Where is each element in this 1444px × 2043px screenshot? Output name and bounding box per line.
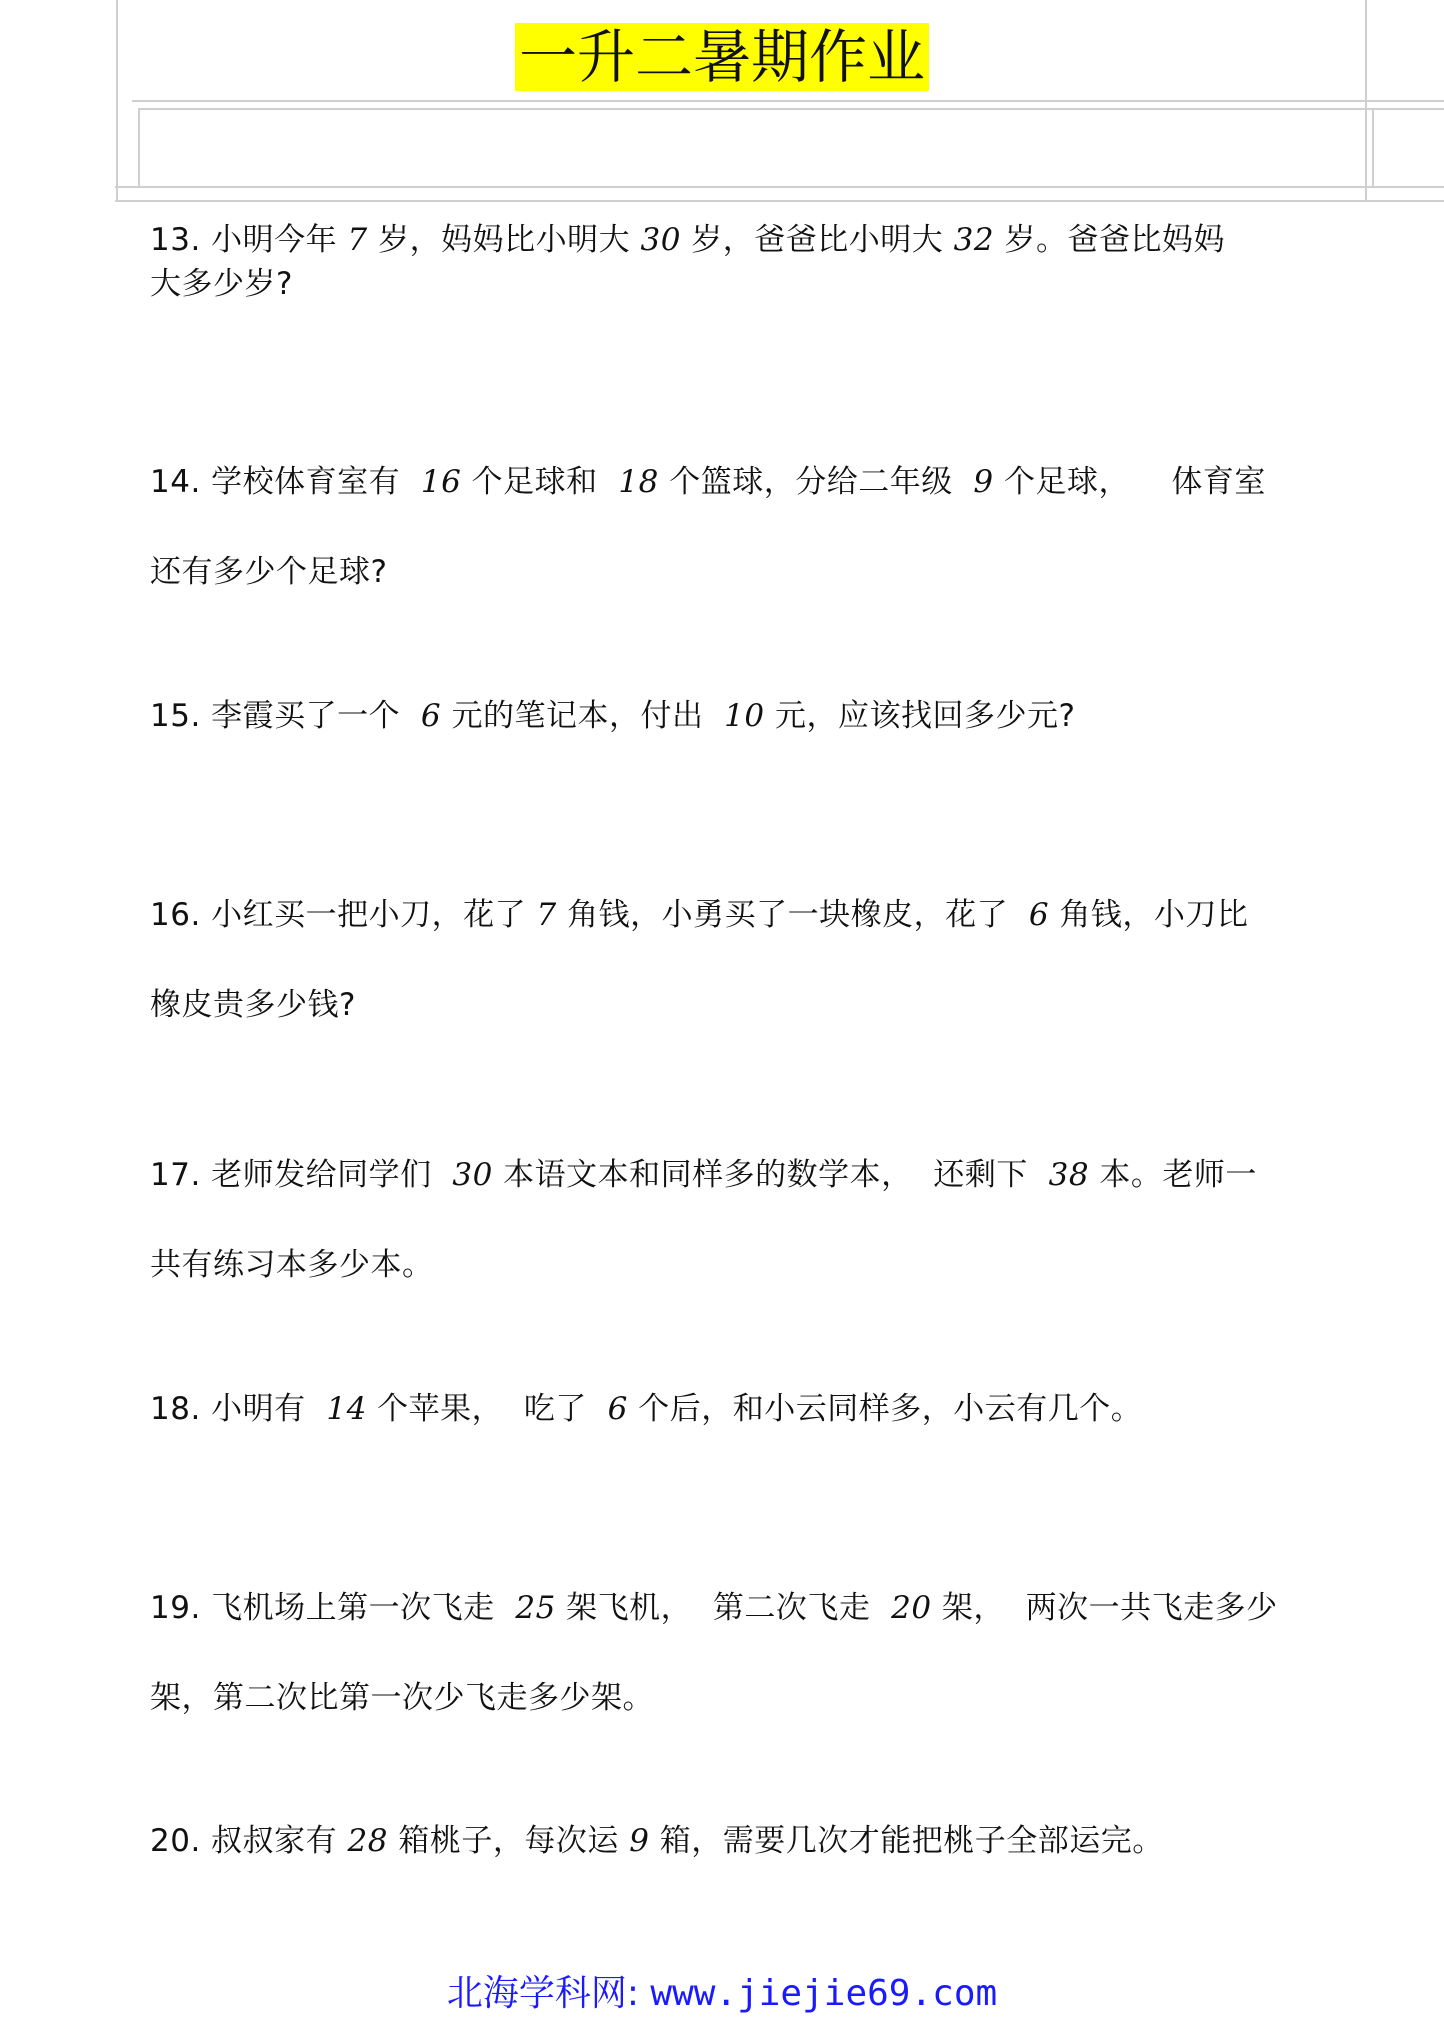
question-line: [150, 1386, 1305, 1432]
question-line: [150, 1653, 1305, 1743]
question-text: 角钱，小勇买了一块橡皮，花了: [556, 897, 1029, 933]
header-title-text: 一升二暑期作业: [515, 23, 929, 91]
footer-url: www.jiejie69.com: [650, 1973, 998, 2014]
question-line: [150, 262, 1305, 306]
question-number-value: 6: [607, 1391, 628, 1427]
question-17: [150, 1130, 1305, 1310]
page-header-title: [0, 22, 1444, 92]
question-text: 岁，妈妈比小明大: [367, 222, 641, 258]
question-text: 17. 老师发给同学们: [150, 1157, 453, 1193]
question-18: [150, 1386, 1305, 1432]
question-text: 个足球和: [461, 464, 619, 500]
question-number-value: 28: [347, 1823, 388, 1859]
question-line: [150, 1130, 1305, 1220]
question-number-value: 30: [452, 1157, 493, 1193]
question-number-value: 7: [347, 222, 368, 258]
question-text: 个篮球，分给二年级: [658, 464, 974, 500]
question-number-value: 6: [420, 698, 442, 734]
question-line: [150, 437, 1305, 527]
question-line: [150, 218, 1305, 262]
question-line: [150, 1818, 1305, 1864]
question-16: [150, 870, 1305, 1050]
question-text: 橡皮贵多少钱?: [150, 987, 356, 1023]
question-number-value: 9: [973, 464, 994, 500]
question-number-value: 7: [536, 897, 557, 933]
question-number-value: 9: [629, 1823, 650, 1859]
question-14: [150, 437, 1305, 617]
question-text: 14. 学校体育室有: [150, 464, 421, 500]
question-text: 19. 飞机场上第一次飞走: [150, 1590, 516, 1626]
question-text: 架飞机， 第二次飞走: [555, 1590, 892, 1626]
question-text: 个足球， 体育室: [993, 464, 1266, 500]
question-number-value: 20: [891, 1590, 932, 1626]
question-number-value: 25: [515, 1590, 556, 1626]
question-line: [150, 527, 1305, 617]
question-number-value: 30: [640, 222, 681, 258]
header-frame-line-mid: [138, 108, 1444, 110]
question-line: [150, 960, 1305, 1050]
question-text: 箱，需要几次才能把桃子全部运完。: [649, 1823, 1164, 1859]
question-text: 架，第二次比第一次少飞走多少架。: [150, 1680, 654, 1716]
question-number-value: 32: [953, 222, 995, 258]
question-text: 还有多少个足球?: [150, 554, 388, 590]
question-text: 箱桃子，每次运: [387, 1823, 630, 1859]
header-frame-vline-right: [1365, 0, 1367, 200]
question-number-value: 18: [618, 464, 659, 500]
header-frame-vline-left: [116, 0, 118, 200]
header-frame-vline-right2: [1372, 108, 1374, 188]
question-20: [150, 1818, 1305, 1864]
question-text: 个后，和小云同样多，小云有几个。: [627, 1391, 1143, 1427]
question-text: 16. 小红买一把小刀，花了: [150, 897, 537, 933]
question-text: 15. 李霞买了一个: [150, 698, 421, 734]
question-text: 13. 小明今年: [150, 222, 348, 258]
question-19: [150, 1563, 1305, 1743]
question-text: 元的笔记本，付出: [441, 698, 725, 734]
question-line: [150, 1563, 1305, 1653]
header-frame-line-bottom2: [115, 200, 1444, 202]
question-text: 18. 小明有: [150, 1391, 327, 1427]
question-text: 架， 两次一共飞走多少: [931, 1590, 1278, 1626]
question-text: 元，应该找回多少元?: [764, 698, 1076, 734]
question-line: [150, 693, 1305, 739]
question-text: 共有练习本多少本。: [150, 1247, 434, 1283]
question-number-value: 16: [420, 464, 462, 500]
question-line: [150, 870, 1305, 960]
question-text: 本语文本和同样多的数学本， 还剩下: [492, 1157, 1049, 1193]
footer-site-name: 北海学科网:: [446, 1973, 651, 2014]
header-frame-line-top: [132, 100, 1444, 102]
header-frame-vline-left2: [138, 108, 140, 188]
question-text: 个苹果， 吃了: [366, 1391, 608, 1427]
header-frame-line-bottom: [115, 186, 1444, 188]
question-text: 岁，爸爸比小明大: [680, 222, 954, 258]
question-number-value: 38: [1048, 1157, 1090, 1193]
question-15: [150, 693, 1305, 739]
question-13: [150, 218, 1305, 306]
question-number-value: 10: [724, 698, 765, 734]
question-number-value: 14: [326, 1391, 367, 1427]
question-text: 岁。爸爸比妈妈: [994, 222, 1225, 258]
footer-watermark: [0, 1972, 1444, 2016]
question-text: 大多少岁?: [150, 266, 293, 302]
question-line: [150, 1220, 1305, 1310]
question-text: 本。老师一: [1089, 1157, 1257, 1193]
question-text: 20. 叔叔家有: [150, 1823, 348, 1859]
question-text: 角钱，小刀比: [1049, 897, 1249, 933]
question-number-value: 6: [1028, 897, 1050, 933]
